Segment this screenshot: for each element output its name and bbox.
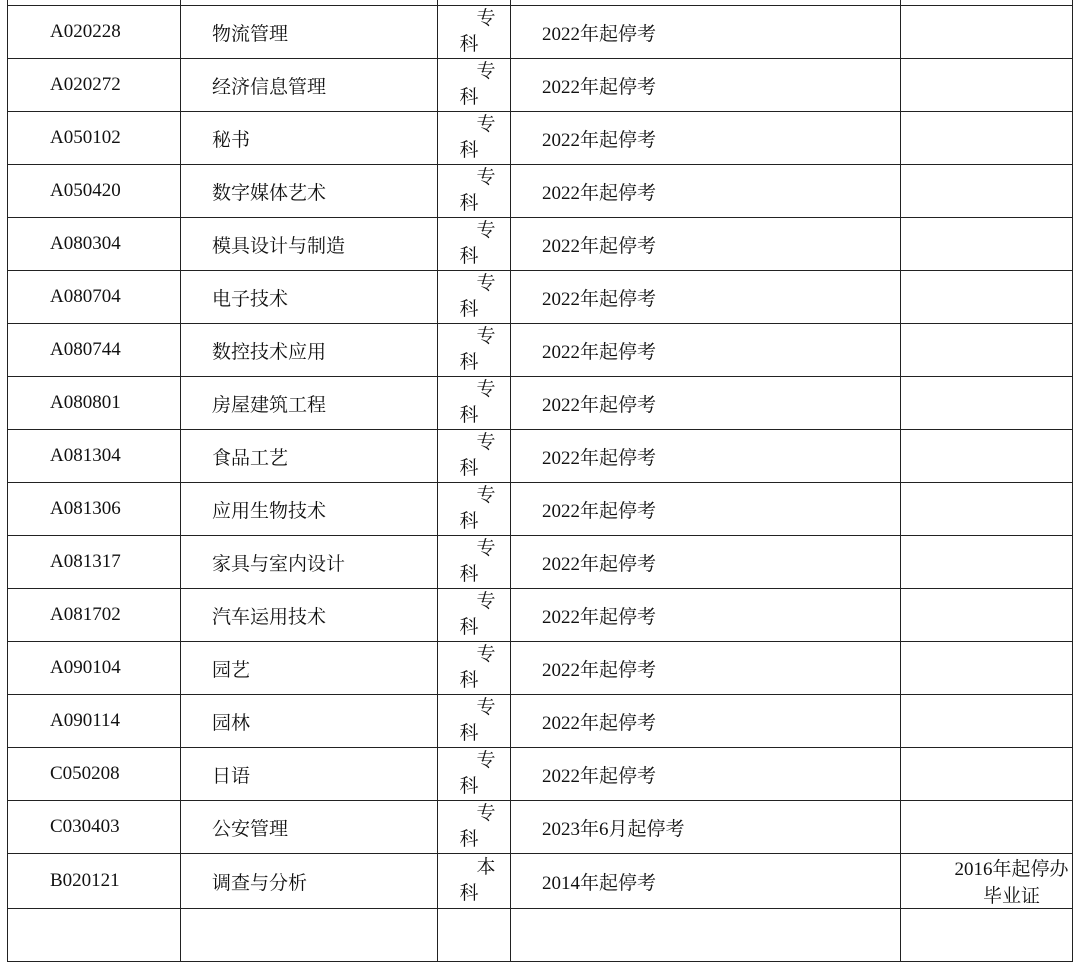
remark-text: 2016年起停办毕业证 xyxy=(954,859,1069,907)
level-char-1: 专 xyxy=(476,167,496,188)
level-char-1: 专 xyxy=(476,61,496,82)
level-char-2: 科 xyxy=(459,617,479,638)
major-code-cell: A020228 xyxy=(8,6,181,59)
exam-status-cell: 2022年起停考 xyxy=(511,324,901,377)
level-cell xyxy=(438,589,511,642)
level-char-1: 专 xyxy=(476,220,496,241)
table-row xyxy=(8,909,1073,962)
remark-cell xyxy=(901,112,1073,165)
level-char-2: 科 xyxy=(459,511,479,532)
remark-cell xyxy=(901,589,1073,642)
major-code-cell: A080744 xyxy=(8,324,181,377)
level-char-2: 科 xyxy=(459,829,479,850)
exam-status-cell: 2022年起停考 xyxy=(511,536,901,589)
level-char-1: 专 xyxy=(476,379,496,400)
major-name-cell: 经济信息管理 xyxy=(181,59,438,112)
level-char-2: 科 xyxy=(459,193,479,214)
table-row xyxy=(8,165,1073,218)
major-code-cell: A020272 xyxy=(8,59,181,112)
exam-status-cell: 2022年起停考 xyxy=(511,589,901,642)
table-row xyxy=(8,854,1073,909)
level-char-2: 科 xyxy=(459,458,479,479)
level-cell xyxy=(438,377,511,430)
major-name-cell: 调查与分析 xyxy=(181,854,438,909)
table-row xyxy=(8,271,1073,324)
level-char-2: 科 xyxy=(459,723,479,744)
exam-status-cell xyxy=(511,909,901,962)
exam-status-cell: 2022年起停考 xyxy=(511,165,901,218)
major-code-cell: A080304 xyxy=(8,218,181,271)
level-char-1: 专 xyxy=(476,803,496,824)
table-row xyxy=(8,642,1073,695)
table-row xyxy=(8,483,1073,536)
major-code-cell: C030403 xyxy=(8,801,181,854)
exam-status-cell: 2022年起停考 xyxy=(511,112,901,165)
level-char-2: 科 xyxy=(459,352,479,373)
level-char-2: 科 xyxy=(459,883,479,904)
level-cell xyxy=(438,271,511,324)
major-code-cell: A080801 xyxy=(8,377,181,430)
exam-status-cell: 2022年起停考 xyxy=(511,748,901,801)
level-cell xyxy=(438,218,511,271)
level-char-1: 专 xyxy=(476,750,496,771)
remark-cell xyxy=(901,642,1073,695)
major-name-cell: 汽车运用技术 xyxy=(181,589,438,642)
major-name-cell: 秘书 xyxy=(181,112,438,165)
level-char-1: 专 xyxy=(476,697,496,718)
major-name-cell: 物流管理 xyxy=(181,6,438,59)
table-row xyxy=(8,589,1073,642)
major-code-cell: A050102 xyxy=(8,112,181,165)
level-char-2: 科 xyxy=(459,246,479,267)
level-char-2: 科 xyxy=(459,140,479,161)
table-row xyxy=(8,695,1073,748)
level-char-2: 科 xyxy=(459,564,479,585)
major-code-cell: A081317 xyxy=(8,536,181,589)
level-cell xyxy=(438,748,511,801)
remark-cell xyxy=(901,748,1073,801)
remark-cell xyxy=(901,801,1073,854)
major-name-cell: 园艺 xyxy=(181,642,438,695)
major-code-cell: A080704 xyxy=(8,271,181,324)
level-char-2: 科 xyxy=(459,299,479,320)
table-row xyxy=(8,748,1073,801)
exam-status-cell: 2022年起停考 xyxy=(511,218,901,271)
table-row xyxy=(8,324,1073,377)
major-name-cell xyxy=(181,909,438,962)
remark-cell xyxy=(901,59,1073,112)
major-code-cell: A081306 xyxy=(8,483,181,536)
major-name-cell: 公安管理 xyxy=(181,801,438,854)
level-char-1: 专 xyxy=(476,591,496,612)
major-name-cell: 日语 xyxy=(181,748,438,801)
exam-status-cell: 2022年起停考 xyxy=(511,6,901,59)
level-char-2: 科 xyxy=(459,34,479,55)
level-cell xyxy=(438,642,511,695)
exam-status-cell: 2022年起停考 xyxy=(511,430,901,483)
level-cell xyxy=(438,324,511,377)
table-row xyxy=(8,59,1073,112)
level-char-1: 专 xyxy=(476,273,496,294)
table-row xyxy=(8,430,1073,483)
level-char-1: 专 xyxy=(476,432,496,453)
major-name-cell: 房屋建筑工程 xyxy=(181,377,438,430)
level-cell xyxy=(438,801,511,854)
level-char-2: 科 xyxy=(459,776,479,797)
level-char-1: 专 xyxy=(476,114,496,135)
major-code-cell: A081702 xyxy=(8,589,181,642)
level-char-1: 专 xyxy=(476,326,496,347)
major-code-cell: A081304 xyxy=(8,430,181,483)
remark-cell xyxy=(901,430,1073,483)
exam-status-cell: 2022年起停考 xyxy=(511,642,901,695)
level-char-1: 专 xyxy=(476,644,496,665)
major-name-cell: 电子技术 xyxy=(181,271,438,324)
major-name-cell: 模具设计与制造 xyxy=(181,218,438,271)
level-char-2: 科 xyxy=(459,405,479,426)
remark-cell xyxy=(901,324,1073,377)
table-row xyxy=(8,377,1073,430)
level-cell xyxy=(438,59,511,112)
remark-cell xyxy=(901,695,1073,748)
table-row xyxy=(8,6,1073,59)
level-cell xyxy=(438,536,511,589)
level-char-1: 专 xyxy=(476,485,496,506)
exam-status-cell: 2022年起停考 xyxy=(511,483,901,536)
remark-cell xyxy=(901,377,1073,430)
exam-status-cell: 2022年起停考 xyxy=(511,271,901,324)
level-char-1: 专 xyxy=(476,8,496,29)
major-code-cell: A090114 xyxy=(8,695,181,748)
level-cell xyxy=(438,695,511,748)
table-row xyxy=(8,218,1073,271)
level-cell xyxy=(438,6,511,59)
level-char-2: 科 xyxy=(459,87,479,108)
major-code-cell xyxy=(8,909,181,962)
remark-cell xyxy=(901,909,1073,962)
level-cell xyxy=(438,854,511,909)
major-code-cell: A090104 xyxy=(8,642,181,695)
major-name-cell: 园林 xyxy=(181,695,438,748)
major-name-cell: 家具与室内设计 xyxy=(181,536,438,589)
remark-cell xyxy=(901,6,1073,59)
major-name-cell: 食品工艺 xyxy=(181,430,438,483)
major-name-cell: 数字媒体艺术 xyxy=(181,165,438,218)
remark-cell xyxy=(901,536,1073,589)
exam-status-cell: 2022年起停考 xyxy=(511,377,901,430)
table-row xyxy=(8,801,1073,854)
remark-cell xyxy=(901,271,1073,324)
level-cell xyxy=(438,430,511,483)
table-row xyxy=(8,112,1073,165)
major-code-cell: B020121 xyxy=(8,854,181,909)
remark-cell xyxy=(901,854,1073,909)
remark-cell xyxy=(901,218,1073,271)
level-char-2: 科 xyxy=(459,670,479,691)
remark-cell xyxy=(901,483,1073,536)
major-status-table xyxy=(7,0,1073,962)
level-cell xyxy=(438,112,511,165)
level-cell xyxy=(438,909,511,962)
level-char-1: 专 xyxy=(476,538,496,559)
level-cell xyxy=(438,483,511,536)
major-code-cell: C050208 xyxy=(8,748,181,801)
major-name-cell: 数控技术应用 xyxy=(181,324,438,377)
major-code-cell: A050420 xyxy=(8,165,181,218)
table-row xyxy=(8,536,1073,589)
exam-status-cell: 2022年起停考 xyxy=(511,59,901,112)
exam-status-cell: 2023年6月起停考 xyxy=(511,801,901,854)
exam-status-cell: 2022年起停考 xyxy=(511,695,901,748)
remark-cell xyxy=(901,165,1073,218)
level-char-1: 本 xyxy=(476,857,496,878)
exam-status-cell: 2014年起停考 xyxy=(511,854,901,909)
major-name-cell: 应用生物技术 xyxy=(181,483,438,536)
level-cell xyxy=(438,165,511,218)
